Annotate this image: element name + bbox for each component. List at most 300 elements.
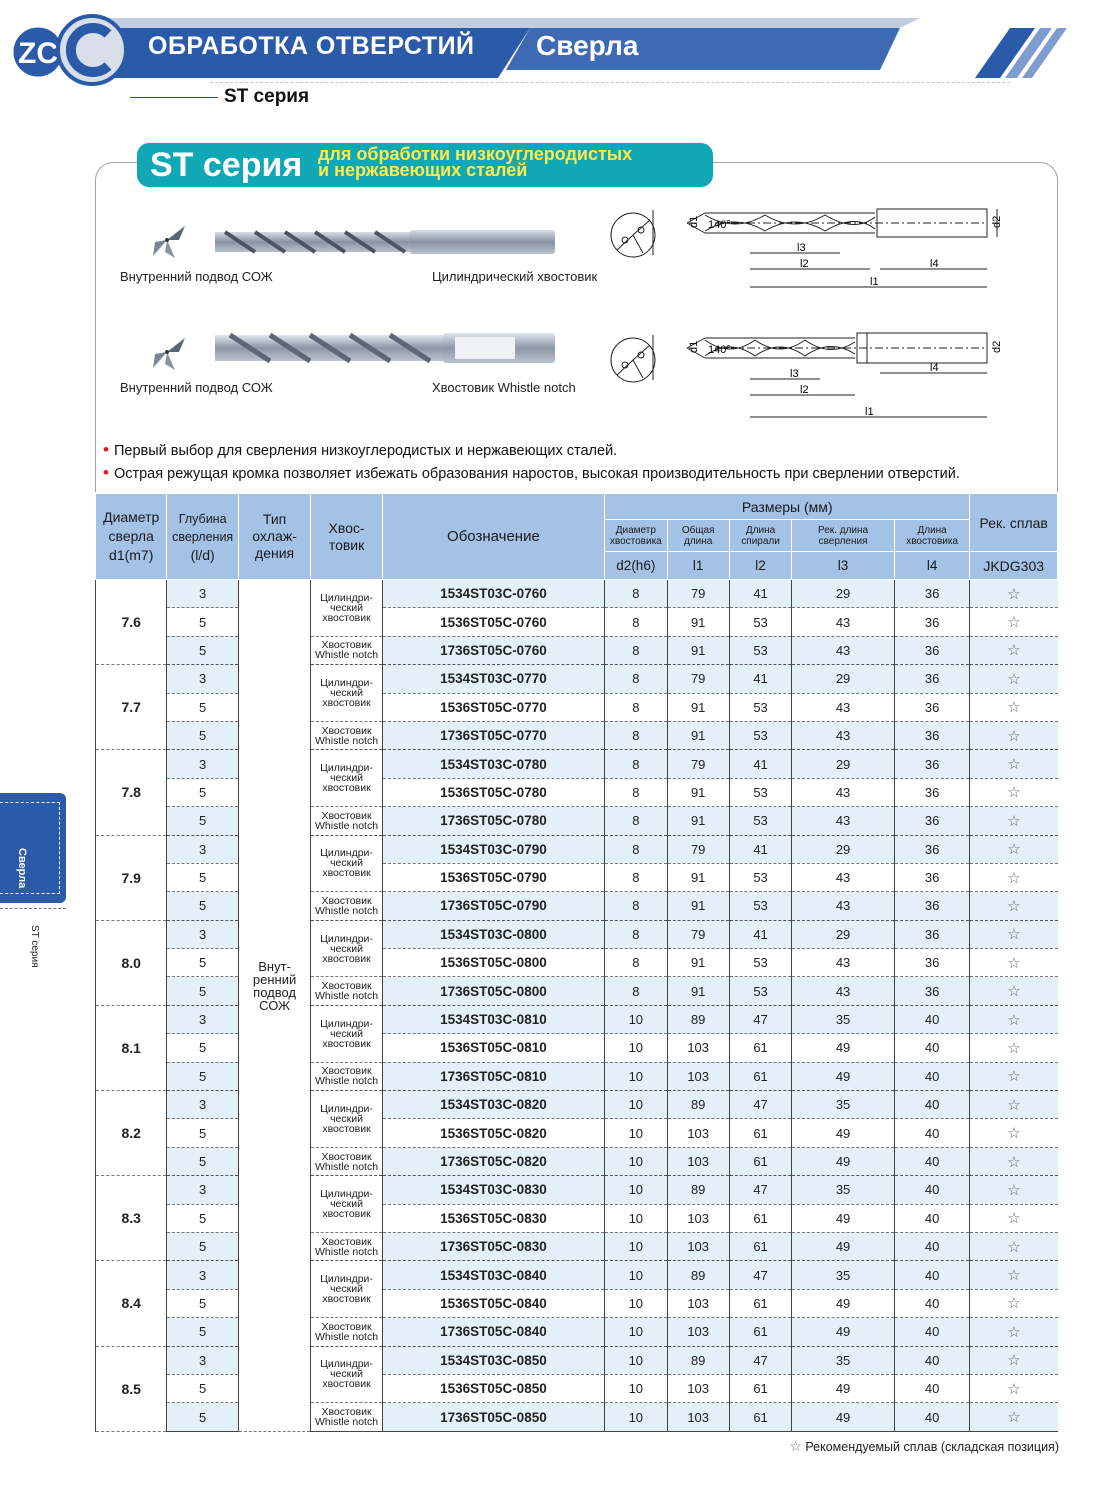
star-icon: ☆	[970, 1374, 1058, 1402]
l1-cell: 91	[667, 807, 729, 835]
col-shank-diameter: Диаметр хвостовика	[605, 520, 667, 552]
shank-cell-cylindrical: Цилиндри- ческий хвостовик	[311, 1176, 382, 1233]
side-tab-label: Сверла	[16, 848, 28, 889]
star-icon: ☆	[970, 1062, 1058, 1090]
l2-cell: 53	[729, 863, 791, 891]
logo-text: ZC	[18, 37, 58, 70]
svg-text:140°: 140°	[708, 219, 731, 231]
designation-cell: 1534ST03C-0810	[382, 1005, 604, 1033]
star-icon: ☆	[970, 778, 1058, 806]
l3-cell: 29	[792, 920, 895, 948]
col-shank-length: Длина хвостовика	[894, 520, 969, 552]
l1-cell: 103	[667, 1318, 729, 1346]
svg-text:l2: l2	[800, 384, 809, 396]
sym-l3: l3	[792, 552, 895, 580]
depth-cell: 5	[167, 977, 238, 1005]
svg-text:l1: l1	[865, 406, 874, 418]
depth-cell: 5	[167, 863, 238, 891]
star-icon: ☆	[970, 1261, 1058, 1289]
l1-cell: 79	[667, 835, 729, 863]
depth-cell: 3	[167, 1176, 238, 1204]
l3-cell: 43	[792, 778, 895, 806]
diameter-cell: 7.9	[96, 835, 167, 920]
star-icon: ☆	[970, 949, 1058, 977]
shank-cell-whistle: Хвостовик Whistle notch	[311, 1318, 382, 1346]
drill-tip-icon	[145, 218, 190, 263]
l2-cell: 47	[729, 1261, 791, 1289]
l2-cell: 41	[729, 665, 791, 693]
diameter-cell: 8.0	[96, 920, 167, 1005]
l4-cell: 40	[894, 1261, 969, 1289]
l4-cell: 36	[894, 636, 969, 664]
designation-cell: 1534ST03C-0790	[382, 835, 604, 863]
depth-cell: 5	[167, 1403, 238, 1431]
depth-cell: 5	[167, 892, 238, 920]
d2-cell: 8	[605, 693, 667, 721]
l2-cell: 53	[729, 636, 791, 664]
l1-cell: 103	[667, 1403, 729, 1431]
d2-cell: 8	[605, 778, 667, 806]
designation-cell: 1534ST03C-0770	[382, 665, 604, 693]
depth-cell: 3	[167, 750, 238, 778]
designation-cell: 1736ST05C-0810	[382, 1062, 604, 1090]
d2-cell: 8	[605, 977, 667, 1005]
depth-cell: 5	[167, 608, 238, 636]
l1-cell: 91	[667, 949, 729, 977]
shank-cell-cylindrical: Цилиндри- ческий хвостовик	[311, 1261, 382, 1318]
l1-cell: 103	[667, 1034, 729, 1062]
l2-cell: 47	[729, 1005, 791, 1033]
grade-name: JKDG303	[970, 552, 1058, 580]
l1-cell: 91	[667, 977, 729, 1005]
designation-cell: 1736ST05C-0820	[382, 1147, 604, 1175]
l1-cell: 89	[667, 1176, 729, 1204]
l4-cell: 36	[894, 949, 969, 977]
designation-cell: 1534ST03C-0780	[382, 750, 604, 778]
designation-cell: 1536ST05C-0760	[382, 608, 604, 636]
l1-cell: 79	[667, 580, 729, 608]
svg-text:d2: d2	[991, 215, 1003, 228]
l1-cell: 103	[667, 1119, 729, 1147]
row1-shank-caption: Цилиндрический хвостовик	[432, 269, 598, 284]
star-icon: ☆	[970, 1176, 1058, 1204]
l2-cell: 61	[729, 1318, 791, 1346]
l3-cell: 43	[792, 693, 895, 721]
l1-cell: 89	[667, 1346, 729, 1374]
d2-cell: 8	[605, 665, 667, 693]
l4-cell: 40	[894, 1403, 969, 1431]
side-series-label: ST серия	[29, 925, 40, 968]
l4-cell: 36	[894, 977, 969, 1005]
d2-cell: 8	[605, 892, 667, 920]
l2-cell: 41	[729, 750, 791, 778]
star-icon: ☆	[970, 1289, 1058, 1317]
d2-cell: 10	[605, 1034, 667, 1062]
l1-cell: 91	[667, 863, 729, 891]
depth-cell: 3	[167, 920, 238, 948]
cylindrical-drill-image	[215, 227, 560, 257]
l1-cell: 103	[667, 1289, 729, 1317]
whistle-notch-drill-image	[215, 331, 560, 365]
designation-cell: 1536ST05C-0820	[382, 1119, 604, 1147]
depth-cell: 5	[167, 1062, 238, 1090]
drill-spec-table	[95, 493, 1058, 1432]
l2-cell: 61	[729, 1147, 791, 1175]
l4-cell: 36	[894, 778, 969, 806]
designation-cell: 1534ST03C-0760	[382, 580, 604, 608]
l3-cell: 35	[792, 1346, 895, 1374]
star-icon: ☆	[970, 892, 1058, 920]
svg-text:l4: l4	[930, 258, 939, 270]
diameter-cell: 7.7	[96, 665, 167, 750]
header-divider	[210, 82, 1010, 83]
d2-cell: 10	[605, 1261, 667, 1289]
col-depth: Глубина сверления (l/d)	[167, 494, 238, 580]
designation-cell: 1536ST05C-0790	[382, 863, 604, 891]
l2-cell: 61	[729, 1119, 791, 1147]
l3-cell: 49	[792, 1289, 895, 1317]
l2-cell: 61	[729, 1374, 791, 1402]
designation-cell: 1536ST05C-0810	[382, 1034, 604, 1062]
l4-cell: 36	[894, 750, 969, 778]
l3-cell: 49	[792, 1062, 895, 1090]
diameter-cell: 7.8	[96, 750, 167, 835]
l1-cell: 103	[667, 1374, 729, 1402]
shank-cell-cylindrical: Цилиндри- ческий хвостовик	[311, 750, 382, 807]
designation-cell: 1534ST03C-0850	[382, 1346, 604, 1374]
l3-cell: 43	[792, 807, 895, 835]
sym-d2: d2(h6)	[605, 552, 667, 580]
l4-cell: 40	[894, 1204, 969, 1232]
d2-cell: 10	[605, 1318, 667, 1346]
designation-cell: 1536ST05C-0800	[382, 949, 604, 977]
d2-cell: 8	[605, 721, 667, 749]
depth-cell: 5	[167, 721, 238, 749]
l2-cell: 53	[729, 892, 791, 920]
star-icon: ☆	[970, 608, 1058, 636]
l2-cell: 61	[729, 1204, 791, 1232]
section-title: ОБРАБОТКА ОТВЕРСТИЙ	[148, 32, 475, 60]
l3-cell: 43	[792, 977, 895, 1005]
l3-cell: 49	[792, 1147, 895, 1175]
l3-cell: 29	[792, 580, 895, 608]
d2-cell: 8	[605, 835, 667, 863]
d2-cell: 8	[605, 608, 667, 636]
l3-cell: 49	[792, 1204, 895, 1232]
shank-cell-whistle: Хвостовик Whistle notch	[311, 636, 382, 664]
designation-cell: 1736ST05C-0760	[382, 636, 604, 664]
col-dimensions-group: Размеры (мм)	[605, 494, 970, 520]
l3-cell: 43	[792, 863, 895, 891]
depth-cell: 5	[167, 807, 238, 835]
l4-cell: 40	[894, 1232, 969, 1260]
l4-cell: 36	[894, 580, 969, 608]
col-shank: Хвос- товик	[311, 494, 382, 580]
shank-cell-whistle: Хвостовик Whistle notch	[311, 1062, 382, 1090]
l1-cell: 103	[667, 1232, 729, 1260]
badge-title: ST серия	[150, 146, 303, 184]
l3-cell: 49	[792, 1034, 895, 1062]
l2-cell: 41	[729, 580, 791, 608]
star-icon: ☆	[970, 1091, 1058, 1119]
l1-cell: 89	[667, 1091, 729, 1119]
l4-cell: 36	[894, 665, 969, 693]
shank-cell-cylindrical: Цилиндри- ческий хвостовик	[311, 1346, 382, 1403]
depth-cell: 5	[167, 1232, 238, 1260]
l3-cell: 43	[792, 608, 895, 636]
col-coolant: Тип охлаж- дения	[238, 494, 310, 580]
d2-cell: 10	[605, 1232, 667, 1260]
star-icon: ☆	[789, 1438, 802, 1454]
l1-cell: 91	[667, 721, 729, 749]
shank-cell-whistle: Хвостовик Whistle notch	[311, 977, 382, 1005]
l4-cell: 40	[894, 1374, 969, 1402]
designation-cell: 1736ST05C-0770	[382, 721, 604, 749]
col-flute-length: Длина спирали	[729, 520, 791, 552]
col-grade-group: Рек. сплав	[970, 494, 1058, 552]
drill-tip-icon	[145, 330, 190, 375]
designation-cell: 1736ST05C-0780	[382, 807, 604, 835]
shank-cell-whistle: Хвостовик Whistle notch	[311, 721, 382, 749]
d2-cell: 8	[605, 863, 667, 891]
l1-cell: 91	[667, 636, 729, 664]
svg-text:l3: l3	[797, 242, 806, 254]
d2-cell: 8	[605, 750, 667, 778]
star-icon: ☆	[970, 665, 1058, 693]
star-icon: ☆	[970, 1232, 1058, 1260]
designation-cell: 1736ST05C-0790	[382, 892, 604, 920]
d2-cell: 10	[605, 1289, 667, 1317]
shank-cell-whistle: Хвостовик Whistle notch	[311, 1147, 382, 1175]
l3-cell: 43	[792, 949, 895, 977]
depth-cell: 3	[167, 580, 238, 608]
depth-cell: 3	[167, 1091, 238, 1119]
diameter-cell: 7.6	[96, 580, 167, 665]
sym-l4: l4	[894, 552, 969, 580]
l3-cell: 43	[792, 636, 895, 664]
l2-cell: 61	[729, 1062, 791, 1090]
l3-cell: 49	[792, 1232, 895, 1260]
d2-cell: 10	[605, 1403, 667, 1431]
designation-cell: 1534ST03C-0820	[382, 1091, 604, 1119]
depth-cell: 5	[167, 1204, 238, 1232]
company-logo	[10, 10, 130, 88]
diameter-cell: 8.3	[96, 1176, 167, 1261]
depth-cell: 5	[167, 1318, 238, 1346]
series-pointer-line	[130, 97, 218, 98]
svg-text:l2: l2	[800, 258, 809, 270]
star-icon: ☆	[970, 1403, 1058, 1431]
l2-cell: 61	[729, 1232, 791, 1260]
l1-cell: 79	[667, 920, 729, 948]
l4-cell: 36	[894, 807, 969, 835]
l4-cell: 40	[894, 1119, 969, 1147]
feature-item: • Острая режущая кромка позволяет избежать образования наростов, высокая производительность при сверлении отверстий.	[103, 463, 960, 482]
l3-cell: 29	[792, 835, 895, 863]
l2-cell: 61	[729, 1289, 791, 1317]
l4-cell: 36	[894, 863, 969, 891]
table-row	[96, 580, 1058, 608]
star-icon: ☆	[970, 807, 1058, 835]
svg-text:l1: l1	[870, 276, 879, 288]
designation-cell: 1534ST03C-0840	[382, 1261, 604, 1289]
l3-cell: 49	[792, 1403, 895, 1431]
l1-cell: 103	[667, 1147, 729, 1175]
star-icon: ☆	[970, 1005, 1058, 1033]
star-icon: ☆	[970, 835, 1058, 863]
l2-cell: 53	[729, 608, 791, 636]
designation-cell: 1736ST05C-0800	[382, 977, 604, 1005]
star-icon: ☆	[970, 750, 1058, 778]
star-icon: ☆	[970, 1204, 1058, 1232]
l2-cell: 47	[729, 1091, 791, 1119]
shank-cell-cylindrical: Цилиндри- ческий хвостовик	[311, 1005, 382, 1062]
depth-cell: 5	[167, 636, 238, 664]
l2-cell: 47	[729, 1176, 791, 1204]
d2-cell: 10	[605, 1346, 667, 1374]
l3-cell: 29	[792, 665, 895, 693]
row2-shank-caption: Хвостовик Whistle notch	[432, 380, 576, 395]
depth-cell: 3	[167, 1261, 238, 1289]
depth-cell: 5	[167, 1119, 238, 1147]
l4-cell: 36	[894, 920, 969, 948]
l1-cell: 89	[667, 1261, 729, 1289]
l2-cell: 61	[729, 1403, 791, 1431]
designation-cell: 1536ST05C-0850	[382, 1374, 604, 1402]
subsection-title: Сверла	[536, 30, 639, 61]
l2-cell: 53	[729, 807, 791, 835]
shank-cell-whistle: Хвостовик Whistle notch	[311, 892, 382, 920]
shank-cell-cylindrical: Цилиндри- ческий хвостовик	[311, 665, 382, 722]
l3-cell: 43	[792, 721, 895, 749]
l1-cell: 91	[667, 778, 729, 806]
star-icon: ☆	[970, 863, 1058, 891]
l4-cell: 40	[894, 1318, 969, 1346]
d2-cell: 10	[605, 1147, 667, 1175]
l4-cell: 36	[894, 608, 969, 636]
l4-cell: 36	[894, 721, 969, 749]
d2-cell: 10	[605, 1062, 667, 1090]
l2-cell: 53	[729, 721, 791, 749]
svg-text:l4: l4	[930, 362, 939, 374]
depth-cell: 5	[167, 778, 238, 806]
shank-cell-whistle: Хвостовик Whistle notch	[311, 1232, 382, 1260]
depth-cell: 5	[167, 1289, 238, 1317]
l2-cell: 41	[729, 920, 791, 948]
series-label: ST серия	[224, 86, 310, 107]
star-icon: ☆	[970, 693, 1058, 721]
side-divider	[0, 908, 66, 909]
l4-cell: 36	[894, 892, 969, 920]
l4-cell: 40	[894, 1005, 969, 1033]
designation-cell: 1536ST05C-0770	[382, 693, 604, 721]
star-icon: ☆	[970, 1119, 1058, 1147]
whistle-notch-drawing	[605, 315, 1025, 425]
side-tab-border	[0, 802, 60, 894]
d2-cell: 10	[605, 1374, 667, 1402]
star-icon: ☆	[970, 636, 1058, 664]
d2-cell: 10	[605, 1119, 667, 1147]
depth-cell: 5	[167, 1374, 238, 1402]
row1-coolant-caption: Внутренний подвод СОЖ	[120, 269, 273, 284]
diameter-cell: 8.1	[96, 1005, 167, 1090]
star-icon: ☆	[970, 1147, 1058, 1175]
l2-cell: 53	[729, 977, 791, 1005]
shank-cell-whistle: Хвостовик Whistle notch	[311, 1403, 382, 1431]
depth-cell: 3	[167, 1346, 238, 1374]
depth-cell: 5	[167, 693, 238, 721]
l3-cell: 49	[792, 1119, 895, 1147]
star-icon: ☆	[970, 977, 1058, 1005]
d2-cell: 8	[605, 949, 667, 977]
feature-item: • Первый выбор для сверления низкоуглеродистых и нержавеющих сталей.	[103, 440, 618, 459]
l1-cell: 91	[667, 892, 729, 920]
l4-cell: 40	[894, 1034, 969, 1062]
shank-cell-cylindrical: Цилиндри- ческий хвостовик	[311, 835, 382, 892]
l2-cell: 61	[729, 1034, 791, 1062]
l3-cell: 49	[792, 1318, 895, 1346]
svg-text:d2: d2	[991, 340, 1003, 353]
star-icon: ☆	[970, 580, 1058, 608]
designation-cell: 1736ST05C-0830	[382, 1232, 604, 1260]
d2-cell: 8	[605, 920, 667, 948]
l4-cell: 36	[894, 835, 969, 863]
designation-cell: 1536ST05C-0840	[382, 1289, 604, 1317]
coolant-cell: Внут- ренний подвод СОЖ	[238, 580, 310, 1432]
depth-cell: 5	[167, 949, 238, 977]
badge-subtitle: для обработки низкоуглеродистых и нержавеющих сталей	[318, 144, 633, 180]
shank-cell-cylindrical: Цилиндри- ческий хвостовик	[311, 1091, 382, 1148]
designation-cell: 1534ST03C-0800	[382, 920, 604, 948]
star-icon: ☆	[970, 1034, 1058, 1062]
shank-cell-cylindrical: Цилиндри- ческий хвостовик	[311, 580, 382, 637]
l1-cell: 79	[667, 750, 729, 778]
l1-cell: 103	[667, 1062, 729, 1090]
l1-cell: 91	[667, 693, 729, 721]
svg-text:d1: d1	[688, 340, 700, 353]
col-diameter: Диаметр сверла d1(m7)	[96, 494, 167, 580]
diameter-cell: 8.5	[96, 1346, 167, 1431]
star-icon: ☆	[970, 1318, 1058, 1346]
d2-cell: 10	[605, 1005, 667, 1033]
d2-cell: 8	[605, 807, 667, 835]
star-icon: ☆	[970, 920, 1058, 948]
l3-cell: 35	[792, 1091, 895, 1119]
l4-cell: 40	[894, 1346, 969, 1374]
shank-cell-whistle: Хвостовик Whistle notch	[311, 807, 382, 835]
designation-cell: 1736ST05C-0850	[382, 1403, 604, 1431]
l1-cell: 103	[667, 1204, 729, 1232]
l2-cell: 47	[729, 1346, 791, 1374]
l4-cell: 40	[894, 1147, 969, 1175]
l3-cell: 29	[792, 750, 895, 778]
star-icon: ☆	[970, 1346, 1058, 1374]
footnote: ☆ Рекомендуемый сплав (складская позиция)	[789, 1438, 1059, 1454]
l1-cell: 79	[667, 665, 729, 693]
l3-cell: 35	[792, 1005, 895, 1033]
l3-cell: 35	[792, 1176, 895, 1204]
star-icon: ☆	[970, 721, 1058, 749]
d2-cell: 8	[605, 636, 667, 664]
l4-cell: 40	[894, 1176, 969, 1204]
designation-cell: 1536ST05C-0780	[382, 778, 604, 806]
col-overall-length: Общая длина	[667, 520, 729, 552]
col-designation: Обозначение	[382, 494, 604, 580]
svg-text:d1: d1	[688, 215, 700, 228]
sym-l2: l2	[729, 552, 791, 580]
l4-cell: 40	[894, 1091, 969, 1119]
l2-cell: 53	[729, 949, 791, 977]
